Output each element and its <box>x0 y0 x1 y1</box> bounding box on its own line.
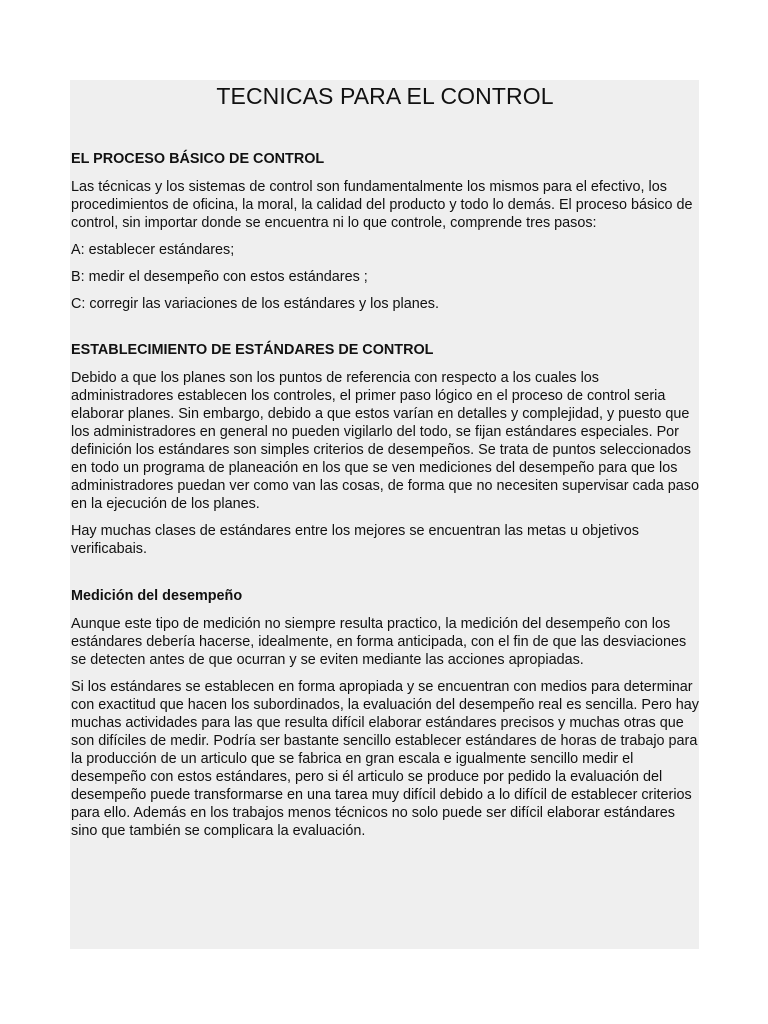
list-item-step-c: C: corregir las variaciones de los estándares y los planes. <box>71 296 439 312</box>
list-item-step-a: A: establecer estándares; <box>71 242 235 258</box>
paragraph: Aunque este tipo de medición no siempre resulta practico, la medición del desempeño con los estándares debería hacerse, idealmente, en forma anticipada, con el fin de que las desviaciones se detecten antes de que ocurran y se eviten mediante las acciones apropiadas. <box>71 616 687 668</box>
section-heading-establecimiento: ESTABLECIMIENTO DE ESTÁNDARES DE CONTROL <box>71 342 434 358</box>
paragraph: Hay muchas clases de estándares entre los mejores se encuentran las metas u objetivos verificabais. <box>71 523 639 557</box>
section-heading-proceso-basico: EL PROCESO BÁSICO DE CONTROL <box>71 151 325 167</box>
list-item-step-b: B: medir el desempeño con estos estándares ; <box>71 269 368 285</box>
paragraph: Debido a que los planes son los puntos de referencia con respecto a los cuales los administradores establecen los controles, el primer paso lógico en el proceso de control seria elaborar planes. Sin embargo, debido a que estos varían en detalles y complejidad, y puesto que los administradores en general no pueden vigilarlo del todo, se fijan estándares especiales. Por definición los estándares son simples criterios de desempeños. Se trata de puntos seleccionados en todo un programa de planeación en los que se ven mediciones del desempeño para que los administradores puedan ver como van las cosas, de forma que no necesiten supervisar cada paso en la ejecución de los planes. <box>71 370 699 512</box>
page-title: TECNICAS PARA EL CONTROL <box>216 83 554 109</box>
paragraph: Las técnicas y los sistemas de control son fundamentalmente los mismos para el efectivo, los procedimientos de oficina, la moral, la calidad del producto y todo lo demás. El proceso básico de control, sin importar donde se encuentra ni lo que controle, comprende tres pasos: <box>71 179 693 231</box>
document-content <box>71 80 699 840</box>
section-heading-medicion: Medición del desempeño <box>71 588 243 604</box>
paragraph: Si los estándares se establecen en forma apropiada y se encuentran con medios para determinar con exactitud que hacen los subordinados, la evaluación del desempeño real es sencilla. Pero hay muchas actividades para las que resulta difícil elaborar estándares precisos y muchas otras que son difíciles de medir. Podría ser bastante sencillo establecer estándares de horas de trabajo para la producción de un articulo que se fabrica en gran escala e igualmente sencillo medir el desempeño con estos estándares, pero si él articulo se produce por pedido la evaluación del desempeño puede transformarse en una tarea muy difícil debido a lo difícil de establecer criterios para ello. Además en los trabajos menos técnicos no solo puede ser difícil elaborar estándares sino que también se complicara la evaluación. <box>71 679 699 839</box>
